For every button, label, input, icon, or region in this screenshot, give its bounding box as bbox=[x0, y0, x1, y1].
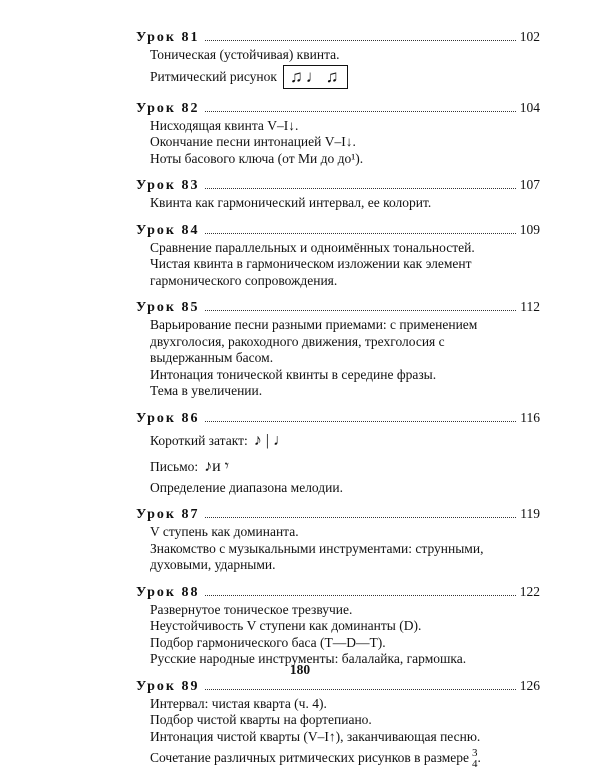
dot-leader bbox=[205, 420, 516, 422]
topic-line bbox=[150, 696, 540, 713]
topic-line bbox=[150, 480, 540, 497]
lesson-heading-row bbox=[136, 176, 540, 195]
topic-line: Сочетание различных ритмических рисунков в размере 3 4 . bbox=[150, 746, 481, 770]
lesson-page-number: 116 bbox=[520, 409, 540, 425]
topic-text: Подбор чистой кварты на фортепиано. bbox=[150, 712, 372, 727]
topic-text: двухголосия, ракоходного движения, трехголосия с bbox=[150, 333, 445, 349]
lesson-topics bbox=[136, 240, 540, 290]
toc-entry bbox=[136, 298, 540, 400]
topic-line bbox=[150, 256, 540, 273]
topic-line bbox=[150, 367, 540, 384]
topic-text: Развернутое тоническое трезвучие. bbox=[150, 601, 353, 617]
topic-text: Интонация чистой кварты (V–I↑), заканчивающая песню. bbox=[150, 728, 481, 744]
topic-text: Короткий затакт: bbox=[150, 432, 248, 448]
lesson-topics bbox=[136, 317, 540, 400]
topic-line bbox=[150, 64, 540, 90]
toc-entry bbox=[136, 505, 540, 574]
topic-text: Тема в увеличении. bbox=[150, 383, 263, 398]
lesson-topics bbox=[136, 696, 540, 772]
topic-text: Интервал: чистая кварта (ч. 4). bbox=[150, 695, 327, 711]
topic-line bbox=[150, 47, 540, 64]
topic-line bbox=[150, 273, 540, 290]
lesson-heading-row bbox=[136, 505, 540, 524]
lesson-page-number: 119 bbox=[520, 506, 540, 521]
lesson-page-number: 107 bbox=[519, 177, 540, 192]
toc-entry bbox=[136, 99, 540, 168]
topic-line bbox=[150, 428, 540, 454]
topic-text: Русские народные инструменты: балалайка, гармошка. bbox=[150, 651, 467, 666]
rhythm-notation-icon: ♪ | ♩ bbox=[253, 431, 289, 449]
topic-text: выдержанным басом. bbox=[150, 350, 274, 365]
topic-text: Ритмический рисунок bbox=[150, 68, 277, 84]
topic-text: Сравнение параллельных и одноимённых тональностей. bbox=[150, 239, 475, 255]
lesson-heading-row bbox=[136, 221, 540, 240]
topic-line bbox=[150, 602, 540, 619]
topic-line bbox=[150, 557, 540, 574]
topic-line bbox=[150, 334, 540, 351]
topic-text: Письмо: bbox=[150, 458, 199, 474]
page-number-footer: 180 bbox=[289, 662, 311, 677]
lesson-title: Урок 87 bbox=[136, 507, 200, 522]
fraction-denominator: 4 bbox=[472, 757, 478, 770]
topic-line bbox=[150, 454, 540, 480]
topic-text: Подбор гармонического баса (T—D—T). bbox=[150, 634, 386, 650]
topic-text: Определение диапазона мелодии. bbox=[150, 479, 343, 495]
dot-leader bbox=[205, 594, 515, 596]
lesson-page-number: 112 bbox=[520, 299, 540, 314]
topic-text: V ступень как доминанта. bbox=[150, 524, 299, 539]
lesson-heading-row bbox=[136, 298, 540, 317]
topic-text: духовыми, ударными. bbox=[150, 557, 276, 572]
lesson-topics bbox=[136, 118, 540, 168]
lesson-title: Урок 84 bbox=[136, 222, 200, 238]
dot-leader bbox=[205, 39, 515, 41]
topic-line bbox=[150, 134, 540, 151]
lesson-title: Урок 86 bbox=[136, 410, 200, 426]
lesson-page-number: 104 bbox=[519, 99, 540, 115]
topic-line bbox=[150, 383, 540, 400]
topic-line bbox=[150, 635, 540, 652]
lesson-page-number: 122 bbox=[519, 583, 540, 599]
toc-entry bbox=[136, 176, 540, 212]
lesson-title: Урок 81 bbox=[136, 30, 200, 45]
toc-entry bbox=[136, 221, 540, 290]
topic-text: Окончание песни интонацией V–I↓. bbox=[150, 134, 356, 149]
lesson-heading-row bbox=[136, 677, 540, 696]
lesson-heading-row bbox=[136, 28, 540, 47]
dot-leader bbox=[205, 309, 516, 311]
topic-text: Чистая квинта в гармоническом изложении как элемент bbox=[150, 256, 472, 271]
lesson-title: Урок 83 bbox=[136, 178, 200, 193]
lesson-topics bbox=[136, 195, 540, 212]
dot-leader bbox=[205, 110, 515, 112]
topic-text: Нисходящая квинта V–I↓. bbox=[150, 117, 299, 133]
topic-text: Ноты басового ключа (от Ми до до¹). bbox=[150, 150, 364, 166]
topic-line bbox=[150, 118, 540, 135]
dot-leader bbox=[205, 232, 515, 234]
lesson-topics bbox=[136, 602, 540, 668]
rhythm-notation-icon: ♪и 𝄾 bbox=[204, 457, 229, 475]
topic-line bbox=[150, 195, 540, 212]
lesson-page-number: 102 bbox=[519, 29, 540, 44]
dot-leader bbox=[205, 187, 515, 189]
lesson-title: Урок 82 bbox=[136, 100, 200, 116]
lesson-heading-row bbox=[136, 409, 540, 428]
topic-line bbox=[150, 350, 540, 367]
topic-text: Варьирование песни разными приемами: с применением bbox=[150, 317, 478, 332]
topic-text: Неустойчивость V ступени как доминанты (D). bbox=[150, 618, 422, 633]
lesson-title: Урок 89 bbox=[136, 678, 200, 694]
topic-text: Тоническая (устойчивая) квинта. bbox=[150, 47, 340, 62]
topic-text: Знакомство с музыкальными инструментами: струнными, bbox=[150, 540, 484, 556]
dot-leader bbox=[205, 688, 515, 690]
lesson-topics bbox=[136, 524, 540, 574]
lesson-page-number: 126 bbox=[519, 677, 540, 693]
topic-text: Квинта как гармонический интервал, ее колорит. bbox=[150, 195, 432, 210]
lesson-topics bbox=[136, 428, 540, 497]
lesson-heading-row bbox=[136, 583, 540, 602]
topic-line bbox=[150, 541, 540, 558]
lesson-title: Урок 88 bbox=[136, 584, 200, 600]
rhythm-notation-icon: ♫♩♫ bbox=[283, 65, 349, 89]
toc-entry bbox=[136, 409, 540, 497]
topic-line bbox=[150, 729, 540, 746]
topic-line bbox=[150, 151, 540, 168]
toc-entry bbox=[136, 28, 540, 90]
lesson-title: Урок 85 bbox=[136, 300, 200, 315]
topic-line bbox=[150, 240, 540, 257]
topic-line bbox=[150, 712, 540, 729]
topic-line bbox=[150, 524, 540, 541]
topic-line bbox=[150, 618, 540, 635]
fraction-numerator: 3 bbox=[472, 746, 478, 759]
lesson-topics bbox=[136, 47, 540, 90]
toc-entry bbox=[136, 677, 540, 772]
lesson-heading-row bbox=[136, 99, 540, 118]
topic-text: Интонация тонической квинты в середине фразы. bbox=[150, 366, 437, 382]
topic-text: гармонического сопровождения. bbox=[150, 272, 338, 288]
topic-line bbox=[150, 317, 540, 334]
topic-text: Сочетание различных ритмических рисунков в размере bbox=[150, 750, 470, 765]
dot-leader bbox=[205, 516, 516, 518]
toc-entry bbox=[136, 583, 540, 668]
lesson-page-number: 109 bbox=[519, 221, 540, 237]
